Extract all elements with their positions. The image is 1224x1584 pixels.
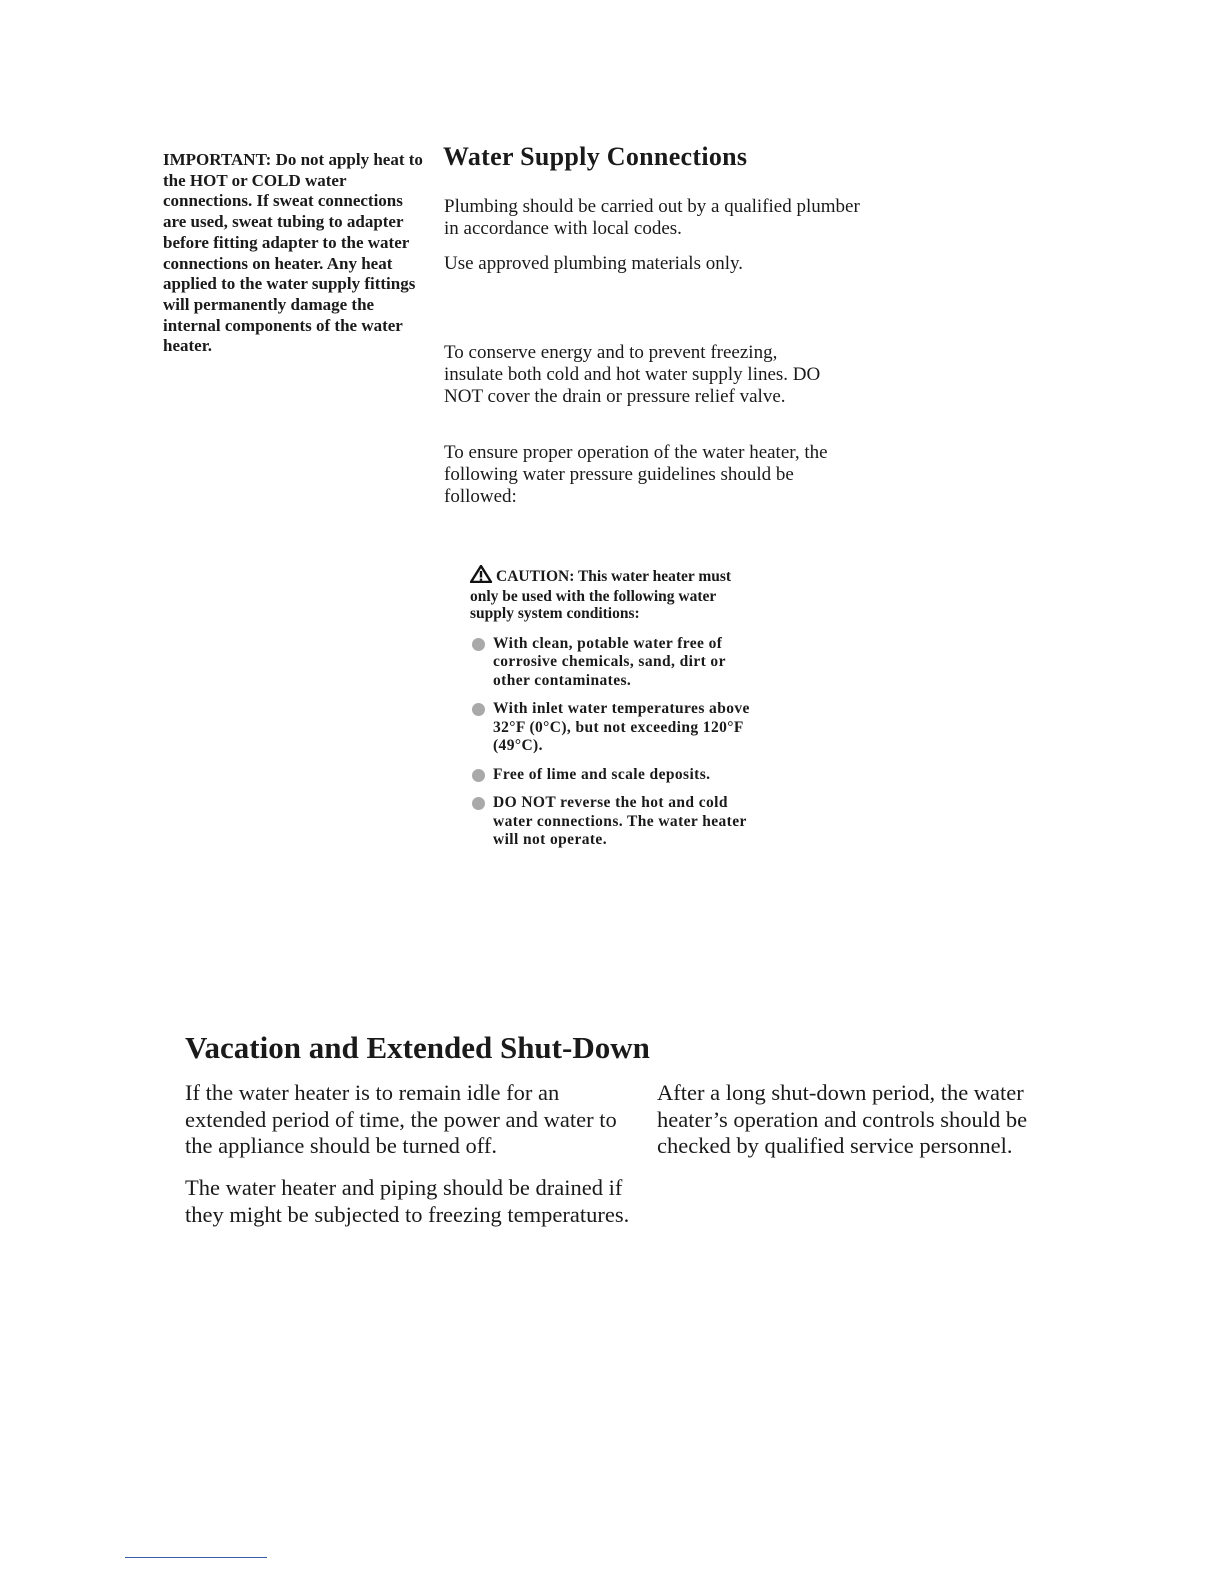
bullet-dot-icon [472, 703, 485, 716]
water-supply-paragraph: Use approved plumbing materials only. [444, 253, 744, 274]
list-item-text: Free of lime and scale deposits. [493, 765, 711, 783]
bullet-dot-icon [472, 797, 485, 810]
bullet-dot-icon [472, 638, 485, 651]
conditions-list [470, 635, 760, 850]
list-item-text: With inlet water temperatures above 32°F (0°C), but not exceeding 120°F (49°C). [493, 700, 750, 754]
vacation-paragraph: If the water heater is to remain idle for an extended period of time, the power and water to the appliance should be turned off. [185, 1080, 617, 1158]
water-supply-heading: Water Supply Connections [443, 142, 748, 171]
water-supply-paragraph: To conserve energy and to prevent freezing, insulate both cold and hot water supply lines. DO NOT cover the drain or pressure relief valve. [444, 342, 821, 407]
list-item [470, 635, 760, 691]
water-supply-paragraph: To ensure proper operation of the water heater, the following water pressure guidelines should be followed: [444, 442, 828, 507]
list-item [470, 794, 760, 850]
vacation-paragraph: The water heater and piping should be drained if they might be subjected to freezing temperatures. [185, 1175, 630, 1227]
warning-triangle-icon [470, 565, 494, 588]
list-item-text: DO NOT reverse the hot and cold water connections. The water heater will not operate. [493, 794, 747, 848]
vacation-heading: Vacation and Extended Shut-Down [185, 1030, 650, 1065]
caution-heading-text: CAUTION: This water heater must only be used with the following water supply system conditions: [470, 568, 732, 622]
list-item-text: With clean, potable water free of corrosive chemicals, sand, dirt or other contaminates. [493, 634, 726, 689]
water-supply-paragraph: Plumbing should be carried out by a qualified plumber in accordance with local codes. [444, 196, 860, 239]
vacation-paragraph: After a long shut-down period, the water heater’s operation and controls should be checked by qualified service personnel. [657, 1080, 1028, 1158]
list-item [470, 700, 760, 756]
footnote-rule [125, 1557, 267, 1558]
bullet-dot-icon [472, 769, 485, 782]
caution-heading [470, 565, 760, 623]
caution-box [470, 565, 760, 860]
list-item [470, 766, 760, 785]
important-note: IMPORTANT: Do not apply heat to the HOT or COLD water connections. If sweat connections are used, sweat tubing to adapter before fitting adapter to the water connections on heater. Any heat applied to the water supply fittings will permanently damage the internal components of the water heater. [163, 150, 423, 356]
